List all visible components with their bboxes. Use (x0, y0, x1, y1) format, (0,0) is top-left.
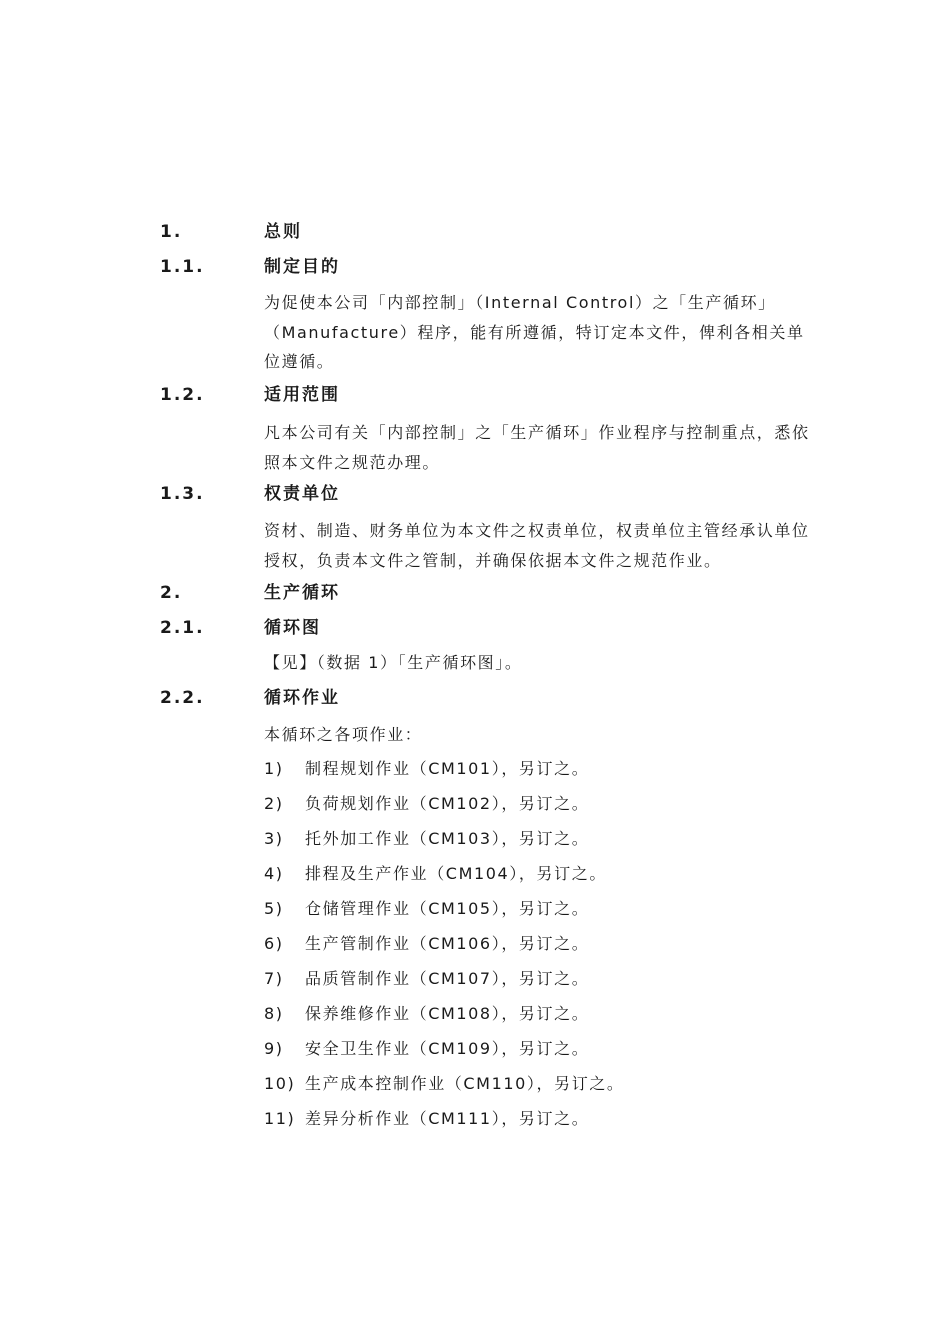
section-heading-scope (160, 382, 860, 408)
section-number: 2.2. (160, 688, 205, 708)
section-heading-cycle-chart (160, 615, 860, 641)
section-title: 循环作业 (264, 688, 340, 708)
list-item-text: 安全卫生作业（CM109），另订之。 (305, 1039, 590, 1058)
list-item-text: 制程规划作业（CM101），另订之。 (305, 759, 590, 778)
paragraph-line: 位遵循。 (264, 352, 335, 371)
section-number: 1.1. (160, 257, 205, 277)
list-item-number: 2) (264, 794, 284, 813)
paragraph-line: 资材、制造、财务单位为本文件之权责单位，权责单位主管经承认单位 (264, 521, 810, 540)
paragraph-line: 照本文件之规范办理。 (264, 452, 441, 472)
section-title: 循环图 (264, 618, 321, 638)
list-item-number: 1) (264, 759, 284, 778)
list-item-number: 3) (264, 829, 284, 848)
chart-reference: 【见】（数据 1）「生产循环图」。 (264, 653, 523, 672)
section-number: 1.2. (160, 385, 205, 405)
list-item (264, 1106, 864, 1132)
list-item (264, 1001, 864, 1027)
list-item-number: 9) (264, 1039, 284, 1058)
list-item (264, 791, 864, 817)
paragraph-line: 为促使本公司「内部控制」（Internal Control）之「生产循环」 (264, 293, 776, 312)
list-item (264, 1071, 864, 1097)
list-item-text: 托外加工作业（CM103），另订之。 (305, 829, 590, 848)
section-number: 1.3. (160, 484, 205, 504)
section-title: 权责单位 (264, 484, 340, 504)
section-heading-responsibility (160, 481, 860, 507)
section-heading-cycle-operations (160, 685, 860, 711)
list-item-text: 保养维修作业（CM108），另订之。 (305, 1004, 590, 1023)
list-item-text: 排程及生产作业（CM104），另订之。 (305, 864, 607, 883)
list-item-number: 4) (264, 864, 284, 883)
list-item-number: 7) (264, 969, 284, 988)
paragraph-line: （Manufacture）程序，能有所遵循，特订定本文件，俾利各相关单 (264, 322, 805, 342)
paragraph-line: 授权，负责本文件之管制，并确保依据本文件之规范作业。 (264, 550, 722, 570)
paragraph-line: 凡本公司有关「内部控制」之「生产循环」作业程序与控制重点，悉依 (264, 423, 810, 442)
section-number: 1. (160, 222, 183, 242)
list-item-text: 品质管制作业（CM107），另订之。 (305, 969, 590, 988)
responsibility-paragraph (264, 516, 859, 575)
section-number: 2.1. (160, 618, 205, 638)
section-heading-cycle (160, 580, 860, 606)
list-item-number: 11) (264, 1109, 296, 1128)
list-item-number: 8) (264, 1004, 284, 1023)
list-item (264, 756, 864, 782)
list-item-number: 5) (264, 899, 284, 918)
list-item-text: 仓储管理作业（CM105），另订之。 (305, 899, 590, 918)
list-item-text: 负荷规划作业（CM102），另订之。 (305, 794, 590, 813)
operations-intro: 本循环之各项作业： (264, 725, 423, 744)
list-item (264, 931, 864, 957)
section-title: 总则 (264, 222, 302, 242)
section-heading-purpose (160, 254, 860, 280)
list-item (264, 826, 864, 852)
list-item (264, 861, 864, 887)
section-title: 生产循环 (264, 583, 340, 603)
section-number: 2. (160, 583, 183, 603)
list-item-number: 6) (264, 934, 284, 953)
scope-paragraph (264, 418, 859, 477)
list-item-text: 生产管制作业（CM106），另订之。 (305, 934, 590, 953)
section-title: 制定目的 (264, 257, 340, 277)
list-item-number: 10) (264, 1074, 296, 1093)
list-item (264, 966, 864, 992)
purpose-paragraph (264, 288, 859, 377)
section-title: 适用范围 (264, 385, 340, 405)
list-item (264, 896, 864, 922)
section-heading-general (160, 219, 860, 245)
list-item (264, 1036, 864, 1062)
list-item-text: 生产成本控制作业（CM110），另订之。 (305, 1074, 625, 1093)
list-item-text: 差异分析作业（CM111），另订之。 (305, 1109, 590, 1128)
